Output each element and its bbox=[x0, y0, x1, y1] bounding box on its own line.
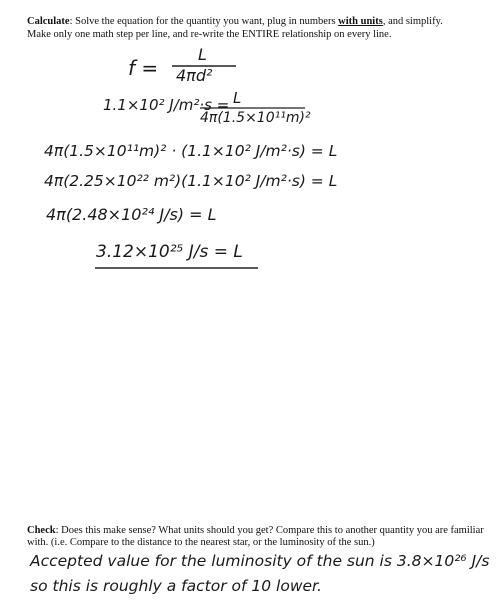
check-answer-line-2: so this is roughly a factor of 10 lower. bbox=[30, 577, 322, 595]
check-answer-line-1: Accepted value for the luminosity of the sun is 3.8×10²⁶ J/s bbox=[30, 552, 490, 570]
instruction-line-2: Make only one math step per line, and re-write the ENTIRE relationship on every line. bbox=[27, 29, 392, 40]
step5: 4π(2.48×10²⁴ J/s) = L bbox=[46, 205, 217, 224]
step1-numerator: L bbox=[198, 45, 207, 64]
instruction-text-c: , and simplify. bbox=[382, 16, 443, 27]
instruction-text-a: : Solve the equation for the quantity you want, plug in numbers bbox=[69, 16, 339, 27]
step2-numerator: L bbox=[233, 89, 242, 107]
check-label: Check bbox=[27, 525, 56, 536]
step2-left: 1.1×10² J/m²·s = bbox=[103, 96, 230, 114]
check-line-1: : Does this make sense? What units should you get? Compare this to another quantity you are familiar bbox=[55, 525, 484, 536]
step1-left: f = bbox=[128, 56, 159, 80]
step1-denominator: 4πd² bbox=[176, 66, 213, 85]
step6-answer: 3.12×10²⁵ J/s = L bbox=[96, 242, 243, 262]
step4: 4π(2.25×10²² m²)(1.1×10² J/m²·s) = L bbox=[44, 172, 338, 190]
instruction-with-units: with units bbox=[338, 16, 383, 27]
check-instructions bbox=[27, 525, 497, 537]
check-line-2: with. (i.e. Compare to the distance to the nearest star, or the luminosity of the sun.) bbox=[27, 537, 375, 548]
step2-denominator: 4π(1.5×10¹¹m)² bbox=[200, 110, 311, 126]
step3: 4π(1.5×10¹¹m)² · (1.1×10² J/m²·s) = L bbox=[44, 142, 338, 160]
calculate-label: Calculate bbox=[27, 16, 70, 27]
